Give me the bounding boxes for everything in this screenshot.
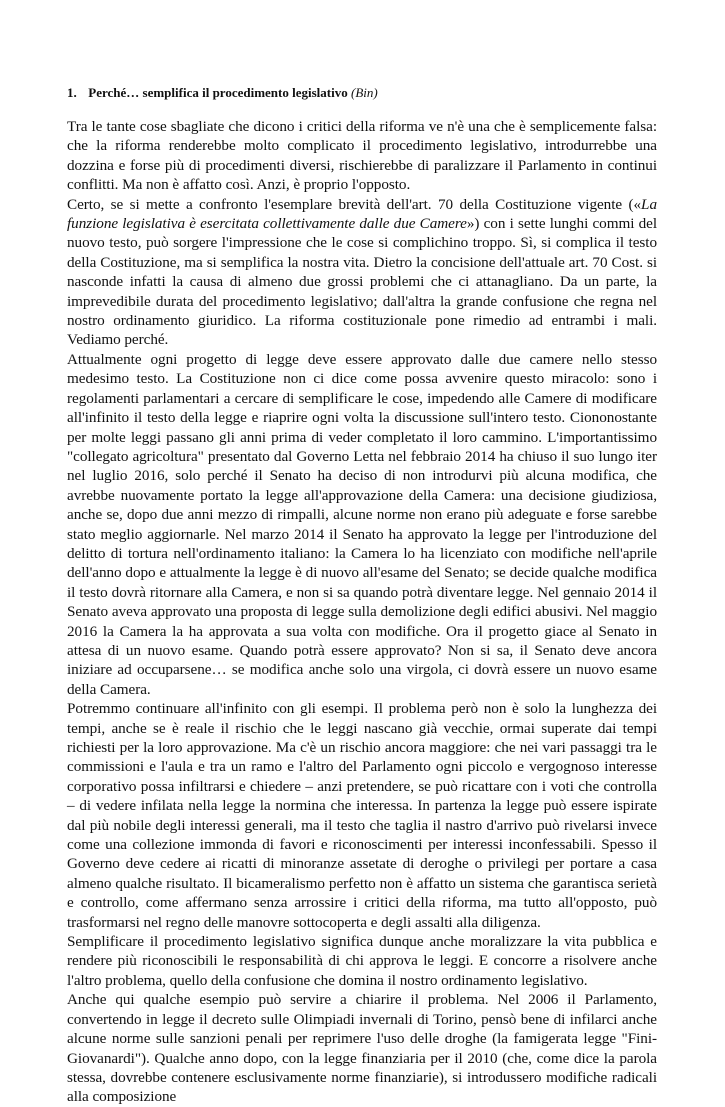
paragraph: Potremmo continuare all'infinito con gli esempi. Il problema però non è solo la lunghezza dei tempi, anche se è reale il rischio che le leggi nascano già vecchie, ormai superate dai tempi richiesti per la loro approvazione. Ma c'è un rischio ancora maggiore: che nei vari passaggi tra le commissioni e l'aula e tra un ramo e l'altro del Parlamento ogni piccolo e vergognoso interesse corporativo possa infiltrarsi e chiedere – anzi pretendere, se può ricattare con i voti che controlla – di vedere infilata nella legge la normina che interessa. In partenza la legge può essere ispirate dal più nobile degli interessi generali, ma il testo che taglia il nastro d'arrivo può rivelarsi invece come una collezione immonda di favori e riconoscimenti per interessi inconfessabili. Spesso il Governo deve cedere ai ricatti di minoranze assetate di deroghe o privilegi per portare a casa almeno qualche risultato. Il bicameralismo perfetto non è affatto un sistema che garantisca serietà e controllo, come affermano senza arrossire i critici della riforma, ma tutto all'opposto, può trasformarsi nel regno delle manovre sottocoperta e degli assalti alla diligenza. (67, 700, 657, 931)
paragraph-text: ») con i sette lunghi commi del nuovo testo, può sorgere l'impressione che le cose si complichino troppo. Sì, si complica il testo della Costituzione, ma si semplifica la nostra vita. Dietro la concisione dell'attuale art. 70 Cost. si nasconde infatti la causa di almeno due grossi problemi che ci attanagliano. Da un parte, la imprevedibile durata del procedimento legislativo; dall'altra la grande confusione che regna nel nostro ordinamento giuridico. La riforma costituzionale pone rimedio ad entrambi i mali. Vediamo perché. (67, 215, 657, 349)
section-author: (Bin) (350, 85, 378, 100)
paragraph: Anche qui qualche esempio può servire a chiarire il problema. Nel 2006 il Parlamento, convertendo in legge il decreto sulle Olimpiadi invernali di Torino, pensò bene di infilarci anche alcune norme sulle sanzioni penali per reprimere l'uso delle droghe (la famigerata legge "Fini-Giovanardi"). Qualche anno dopo, con la legge finanziaria per il 2010 (che, come dice la parola stessa, dovrebbe contenere esclusivamente norme finanziarie), si introdussero modifiche radicali alla composizione (67, 991, 657, 1106)
paragraph: Semplificare il procedimento legislativo significa dunque anche moralizzare la vita pubblica e rendere più riconoscibili le responsabilità di chi approva le leggi. E concorre a risolvere anche l'altro problema, quello della confusione che domina il nostro ordinamento legislativo. (67, 933, 657, 989)
section-number: 1. (67, 85, 77, 100)
paragraph (67, 195, 657, 350)
paragraph-text: Certo, se si mette a confronto l'esemplare brevità dell'art. 70 della Costituzione vigente (« (67, 195, 642, 213)
constitution-quote: La funzione legislativa è esercitata collettivamente dalle due Camere (67, 195, 657, 233)
document-page (67, 84, 657, 1107)
section-heading (67, 84, 657, 102)
section-title: Perché… semplifica il procedimento legislativo (88, 85, 348, 100)
paragraph: Tra le tante cose sbagliate che dicono i critici della riforma ve n'è una che è semplicemente falsa: che la riforma renderebbe molto complicato il procedimento legislativo, introdurrebbe una dozzina e forse più di procedimenti diversi, rischierebbe di paralizzare il Parlamento in continui conflitti. Ma non è affatto così. Anzi, è proprio l'opposto. (67, 118, 657, 194)
paragraph: Attualmente ogni progetto di legge deve essere approvato dalle due camere nello stesso medesimo testo. La Costituzione non ci dice come possa avvenire questo miracolo: sono i regolamenti parlamentari a cercare di semplificare le cose, impedendo alle Camere di modificare all'infinito il testo della legge e riaprire ogni volta la discussione sull'intero testo. Ciononostante per molte leggi passano gli anni prima di veder completato il loro cammino. L'importantissimo "collegato agricoltura" presentato dal Governo Letta nel febbraio 2014 ha chiuso il suo lungo iter nel luglio 2016, solo perché il Senato ha deciso di non introdurvi più alcuna modifica, che avrebbe nuovamente portato la legge all'approvazione della Camera: una decisione giudiziosa, anche se, dopo due anni mezzo di rimpalli, alcune norme non erano più adeguate e forse sarebbe stato meglio aggiornarle. Nel marzo 2014 il Senato ha approvato la legge per l'introduzione del delitto di tortura nell'ordinamento italiano: la Camera lo ha licenziato con modifiche nell'aprile dell'anno dopo e attualmente la legge è di nuovo all'esame del Senato; se decide qualche modifica il testo dovrà ritornare alla Camera, e non si sa quando potrà diventare legge. Nel gennaio 2014 il Senato aveva approvato una proposta di legge sulla demolizione degli edifici abusivi. Nel maggio 2016 la Camera la ha approvata a sua volta con modifiche. Ora il progetto giace al Senato in attesa di un nuovo esame. Quando potrà essere approvato? Non si sa, il Senato deve ancora iniziare ad occuparsene… se modifica anche solo una virgola, ci dovrà essere un nuovo esame della Camera. (67, 350, 657, 698)
